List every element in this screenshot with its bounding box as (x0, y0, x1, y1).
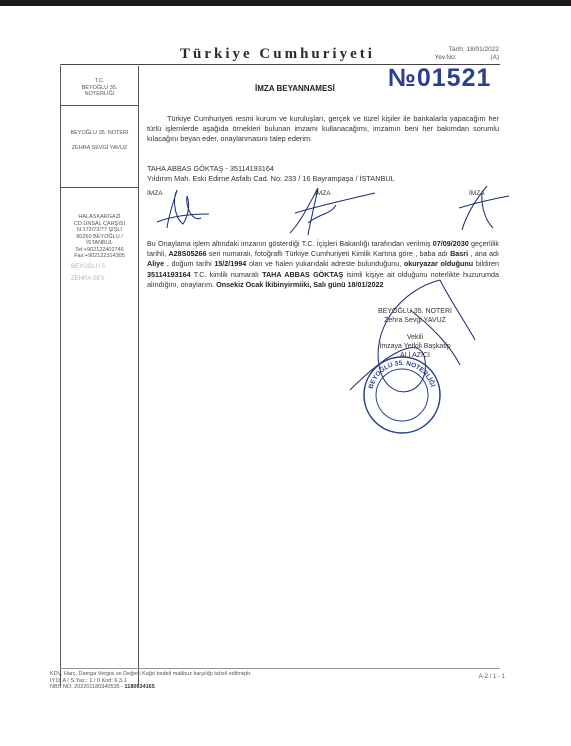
side-box-notary: BEYOĞLU 35. NOTERİ ZEHRA SEVGİ YAVUZ (61, 106, 138, 188)
header-date (434, 46, 499, 62)
header-title: Türkiye Cumhuriyeti (180, 46, 375, 62)
side-box-tc: T.C. BEYOĞLU 35. NOTERLİĞİ (61, 66, 138, 106)
faint-text: BEYOĞLU 5 (71, 264, 106, 270)
signature-label: İMZA (315, 190, 331, 197)
signature-label: İMZA (469, 190, 485, 197)
person-address: Yıldırım Mah. Eski Edirne Asfaltı Cad. No: 233 / 16 Bayrampaşa / İSTANBUL (147, 173, 395, 183)
notary-block: BEYOĞLU 35. NOTERİ Zehra Sevgi YAVUZ Vekili İmzaya Yetkili Başkatip ALİ AZICI (378, 308, 452, 359)
top-bar (0, 0, 571, 6)
signature-label: İMZA (147, 190, 163, 197)
seal-text: BEYOĞLU 35. NOTERLİĞİ (367, 359, 436, 390)
date-label: Tarih: 18/01/2022 (448, 46, 499, 53)
page-reference: A-2 / 1 - 1 (478, 674, 505, 680)
signature-1 (147, 188, 217, 233)
faint-text: ZEHRA SEV (71, 276, 105, 282)
side-column (60, 66, 139, 686)
person-name: TAHA ABBAS GÖKTAŞ - 35114193164 (147, 164, 274, 173)
footer-nbs: NBS NO: 202201180340535 - 1180634165 (50, 684, 155, 690)
document-title: İMZA BEYANNAMESİ (255, 84, 335, 93)
footer (50, 671, 252, 691)
notary-seal (360, 353, 444, 437)
person-info (147, 164, 395, 183)
document-page (50, 38, 505, 740)
yev-no: Yev.No: (A) (434, 54, 499, 61)
signature-3 (437, 178, 512, 233)
document-number: №01521 (388, 64, 492, 92)
side-box-address: HALASKARGAZİ CD.ÜNSAL ÇARŞISI N:172/73/77 ŞİŞLİ 80260 BEYOĞLU / İSTANBUL Tel:+902122402746 Fax:+902122314305 (73, 214, 126, 259)
footer-code: IY18 A / S.Yaz.: 1 / 0 Kod: 6.3.1 (50, 677, 127, 684)
signature-2 (280, 183, 380, 238)
footer-rule (60, 668, 500, 669)
declaration-paragraph: Türkiye Cumhuriyeti resmi kurum ve kuruluşları, gerçek ve tüzel kişiler ile bankalarla yapacağım her türlü işlemlerde aşağıda örnekleri bulunan imzamı kullanacağımı, imzamın beni her bakımdan sorumlu kılacağını beyan eder, onaylanmasını talep ederim. (147, 114, 499, 144)
certification-paragraph: Bu Onaylama işlem altındaki imzanın gösterdiği T.C. İçişleri Bakanlığı tarafından verilmiş 07/09/2030 geçerlilik tarihli, A28S05266 seri numaralı, fotoğraflı Türkiye Cumhuriyeti Kimlik Kartına göre , baba adı Basri , ana adı Aliye , doğum tarihi 15/2/1994 olan ve halen yukarıdaki adreste bulunduğunu, okuryazar olduğunu bildiren 35114193164 T.C. kimlik numaralı TAHA ABBAS GÖKTAŞ isimli kişiye ait olduğunu noterlikte huzurumda alındığını, onaylarım. Onsekiz Ocak İkibinyirmiiki, Salı günü 18/01/2022 (147, 239, 500, 289)
footer-tax-note: KDV, Harç, Damga Vergisi ve Değerli Kağıt bedeli makbuz karşılığı tahsil edilmiştir. (50, 671, 252, 677)
